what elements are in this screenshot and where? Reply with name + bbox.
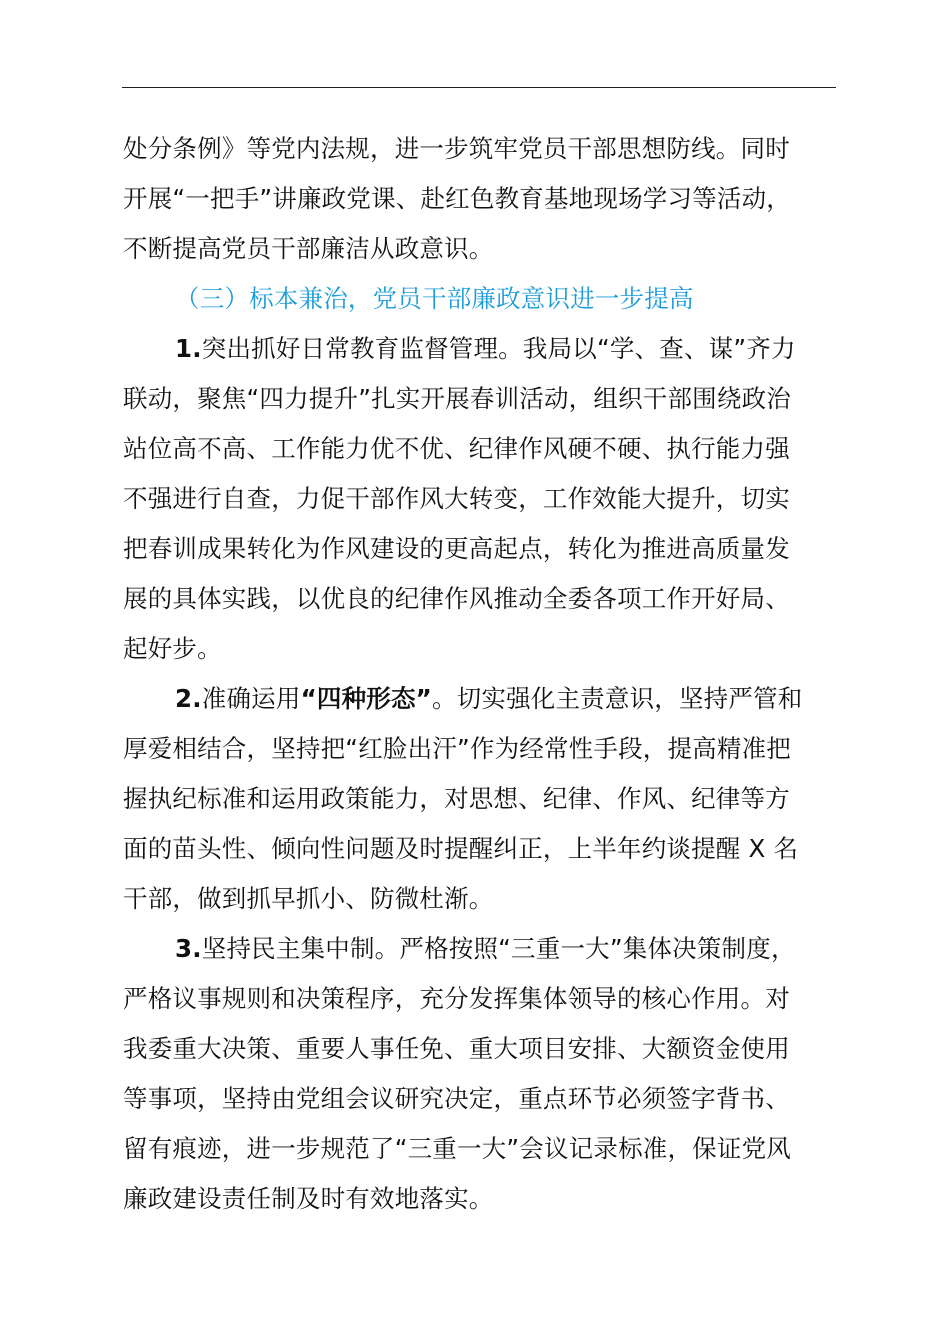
- section-heading-text: （三）标本兼治，党员干部廉政意识进一步提高: [175, 284, 694, 313]
- text-line: 处分条例》等党内法规，进一步筑牢党员干部思想防线。同时: [123, 134, 790, 163]
- text-line: 不断提高党员干部廉洁从政意识。: [123, 234, 494, 263]
- header-rule: [122, 87, 836, 88]
- item-number: 3.: [175, 934, 202, 963]
- document-body: [123, 124, 837, 1224]
- text-line: 厚爱相结合，坚持把“红脸出汗”作为经常性手段，提高精准把: [123, 734, 791, 763]
- item-number: 2.: [175, 684, 202, 713]
- text-line: 廉政建设责任制及时有效地落实。: [123, 1184, 494, 1213]
- item-text-bold: “四种形态”: [300, 684, 432, 713]
- item-1-paragraph: [123, 324, 837, 674]
- text-line: 开展“一把手”讲廉政党课、赴红色教育基地现场学习等活动，: [123, 184, 791, 213]
- item-2-paragraph: [123, 674, 837, 924]
- text-line: 面的苗头性、倾向性问题及时提醒纠正，上半年约谈提醒 X 名: [123, 834, 799, 863]
- text-line: 留有痕迹，进一步规范了“三重一大”会议记录标准，保证党风: [123, 1134, 791, 1163]
- section-heading: [123, 274, 837, 324]
- item-text: 突出抓好日常教育监督管理。我局以“学、查、谋”齐力: [201, 334, 796, 363]
- text-line: 不强进行自查，力促干部作风大转变，工作效能大提升，切实: [123, 484, 790, 513]
- text-line: 我委重大决策、重要人事任免、重大项目安排、大额资金使用: [123, 1034, 790, 1063]
- text-line: 起好步。: [123, 634, 222, 663]
- text-line: 等事项，坚持由党组会议研究决定，重点环节必须签字背书、: [123, 1084, 790, 1113]
- text-line: 站位高不高、工作能力优不优、纪律作风硬不硬、执行能力强: [123, 434, 790, 463]
- text-line: [123, 674, 837, 724]
- text-line: 把春训成果转化为作风建设的更高起点，转化为推进高质量发: [123, 534, 790, 563]
- text-line: 联动，聚焦“四力提升”扎实开展春训活动，组织干部围绕政治: [123, 384, 791, 413]
- text-line: [123, 324, 837, 374]
- text-line: 严格议事规则和决策程序，充分发挥集体领导的核心作用。对: [123, 984, 790, 1013]
- item-3-paragraph: [123, 924, 837, 1224]
- item-text: 坚持民主集中制。严格按照“三重一大”集体决策制度，: [201, 934, 796, 963]
- item-number: 1.: [175, 334, 202, 363]
- item-text: 。切实强化主责意识，坚持严管和: [431, 684, 803, 713]
- text-line: 握执纪标准和运用政策能力，对思想、纪律、作风、纪律等方: [123, 784, 790, 813]
- text-line: 干部，做到抓早抓小、防微杜渐。: [123, 884, 494, 913]
- text-line: [123, 924, 837, 974]
- item-text: 准确运用: [201, 684, 301, 713]
- paragraph-continuation: [123, 124, 837, 274]
- text-line: 展的具体实践，以优良的纪律作风推动全委各项工作开好局、: [123, 584, 790, 613]
